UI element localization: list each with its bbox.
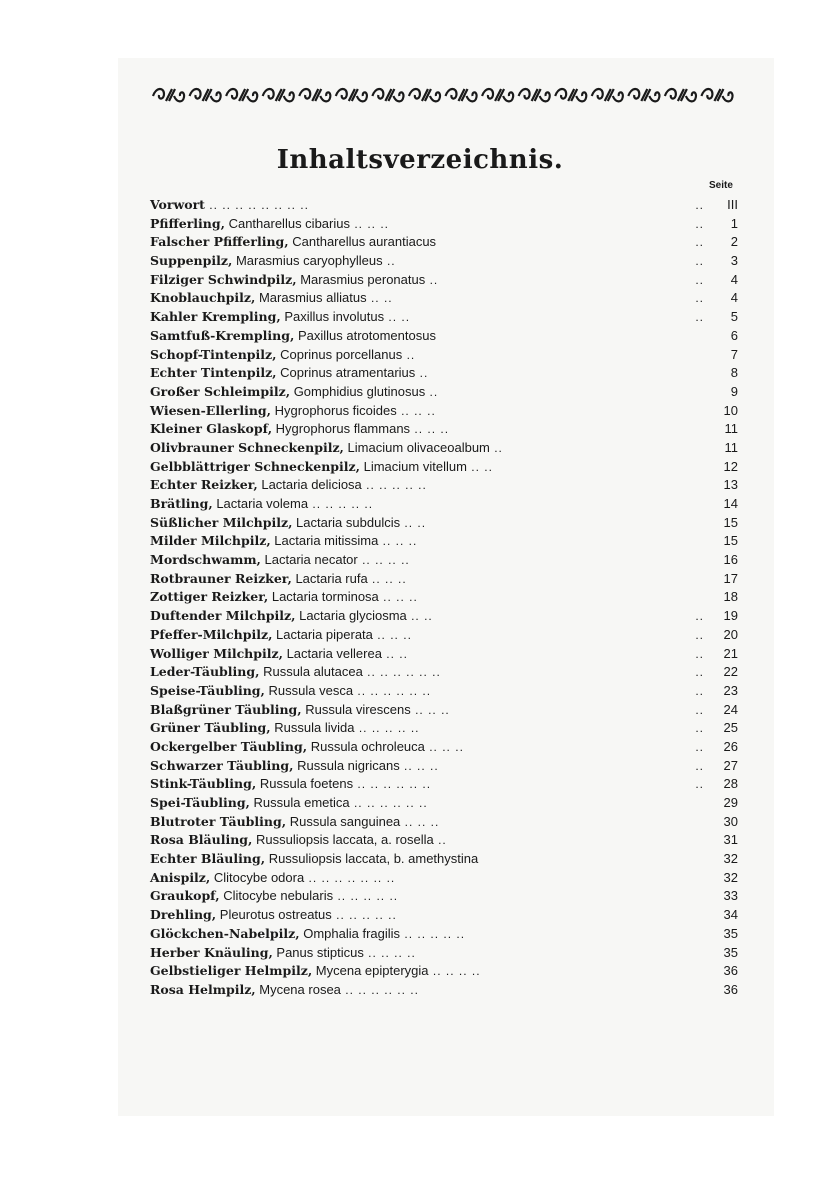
entry-common-name: Schopf-Tintenpilz, — [150, 346, 277, 362]
entry-leader-dots: .. .. .. — [400, 814, 440, 829]
entry-page-number: 29 — [723, 795, 738, 810]
entry-common-name: Suppenpilz, — [150, 253, 233, 269]
entry-page-number: 11 — [724, 439, 738, 455]
toc-entry — [150, 271, 738, 290]
toc-entry — [150, 346, 738, 365]
entry-leader-dots: .. .. .. — [410, 422, 450, 437]
entry-leader-dots-right: .. — [695, 254, 704, 269]
toc-entry — [150, 944, 738, 963]
entry-common-name: Echter Bläuling, — [150, 851, 266, 867]
page-column-header: Seite — [709, 180, 733, 191]
ornament-motif — [701, 89, 732, 101]
entry-scientific-name: Marasmius peronatus — [296, 271, 426, 287]
entry-leader-dots: .. .. .. .. .. — [331, 908, 397, 923]
toc-entry — [150, 981, 738, 1000]
entry-page-number: 27 — [723, 757, 738, 773]
entry-leader-dots-right: .. — [695, 665, 704, 680]
entry-page-number: 10 — [723, 402, 738, 418]
entry-leader-dots: .. .. .. — [396, 403, 436, 418]
entry-scientific-name: Clitocybe nebularis — [219, 888, 334, 904]
toc-entry — [150, 495, 738, 514]
toc-entry — [150, 252, 738, 271]
entry-scientific-name: Russula alutacea — [259, 664, 363, 680]
ornament-motif — [628, 89, 659, 101]
entry-scientific-name: Lactaria piperata — [272, 626, 373, 642]
entry-common-name: Speise-Täubling, — [150, 682, 265, 698]
toc-entry — [150, 813, 738, 832]
ornament-motif — [190, 89, 221, 101]
entry-scientific-name: Russula ochroleuca — [307, 738, 425, 754]
toc-entry — [150, 869, 738, 888]
ornament-border — [150, 84, 735, 106]
entry-leader-dots: .. .. .. — [424, 739, 464, 754]
entry-page-number: 6 — [730, 327, 738, 343]
entry-page-number: 16 — [723, 552, 738, 568]
toc-entry — [150, 607, 738, 626]
entry-leader-dots-right: .. — [695, 310, 704, 325]
entry-common-name: Samtfuß-Krempling, — [150, 327, 295, 343]
entry-page-number: 3 — [730, 253, 738, 269]
toc-entry — [150, 626, 738, 645]
entry-leader-dots: .. — [489, 440, 503, 455]
entry-scientific-name: Lactaria rufa — [291, 570, 368, 586]
entry-page-number: 5 — [730, 309, 738, 325]
toc-entry — [150, 962, 738, 981]
entry-common-name: Pfifferling, — [150, 215, 225, 231]
entry-scientific-name: Mycena epipterygia — [312, 963, 429, 979]
entry-common-name: Milder Milchpilz, — [150, 533, 271, 549]
toc-entry — [150, 663, 738, 682]
toc-entry — [150, 215, 738, 234]
entry-leader-dots: .. .. .. — [372, 627, 412, 642]
entry-scientific-name: Hygrophorus flammans — [272, 421, 411, 437]
entry-common-name: Wolliger Milchpilz, — [150, 645, 283, 661]
entry-leader-dots: .. .. .. — [378, 590, 418, 605]
entry-common-name: Süßlicher Milchpilz, — [150, 514, 293, 530]
toc-entry — [150, 233, 738, 252]
toc-entry — [150, 645, 738, 664]
toc-entry — [150, 775, 738, 794]
toc-entry — [150, 588, 738, 607]
toc-entry — [150, 458, 738, 477]
entry-scientific-name: Cantharellus cibarius — [224, 215, 350, 231]
entry-scientific-name: Coprinus atramentarius — [276, 365, 416, 381]
toc-entry — [150, 794, 738, 813]
entry-common-name: Duftender Milchpilz, — [150, 608, 296, 624]
entry-scientific-name: Lactaria vellerea — [282, 645, 382, 661]
entry-page-number: 21 — [723, 645, 738, 661]
entry-common-name: Herber Knäuling, — [150, 944, 273, 960]
toc-entry — [150, 327, 738, 346]
ornament-motif — [482, 89, 513, 101]
toc-entry — [150, 514, 738, 533]
entry-common-name: Wiesen-Ellerling, — [150, 402, 272, 418]
entry-page-number: 20 — [723, 626, 738, 642]
entry-scientific-name: Coprinus porcellanus — [276, 346, 403, 362]
entry-leader-dots: .. — [402, 347, 416, 362]
entry-page-number: 15 — [723, 533, 738, 549]
entry-leader-dots: .. .. .. .. — [357, 553, 410, 568]
table-of-contents — [150, 196, 738, 1000]
entry-common-name: Ockergelber Täubling, — [150, 738, 308, 754]
entry-leader-dots: .. .. .. .. .. .. .. — [304, 870, 396, 885]
ornament-motif — [592, 89, 623, 101]
entry-page-number: 28 — [723, 776, 738, 792]
entry-common-name: Gelbblättriger Schneckenpilz, — [150, 458, 360, 474]
entry-page-number: 22 — [723, 664, 738, 680]
entry-leader-dots-right: .. — [695, 235, 704, 250]
entry-scientific-name: Omphalia fragilis — [299, 925, 401, 941]
entry-page-number: 35 — [723, 944, 738, 960]
entry-leader-dots: .. .. .. .. .. .. — [349, 796, 428, 810]
entry-common-name: Großer Schleimpilz, — [150, 383, 291, 399]
entry-page-number: 36 — [723, 963, 738, 979]
entry-leader-dots: .. — [382, 254, 396, 269]
entry-page-number: III — [727, 197, 738, 212]
entry-leader-dots-right: .. — [695, 198, 704, 212]
entry-common-name: Gelbstieliger Helmpilz, — [150, 963, 313, 979]
entry-common-name: Rosa Bläuling, — [150, 832, 253, 848]
entry-common-name: Leder-Täubling, — [150, 664, 260, 680]
entry-page-number: 24 — [723, 701, 738, 717]
entry-leader-dots: .. .. .. .. .. — [333, 889, 399, 904]
entry-scientific-name: Panus stipticus — [272, 944, 364, 960]
entry-page-number: 33 — [723, 888, 738, 904]
toc-entry — [150, 701, 738, 720]
ornament-motif — [226, 89, 257, 101]
entry-page-number: 18 — [723, 589, 738, 605]
entry-common-name: Rotbrauner Reizker, — [150, 570, 292, 586]
entry-scientific-name: Cantharellus aurantiacus — [288, 234, 437, 250]
toc-entry — [150, 308, 738, 327]
entry-page-number: 12 — [723, 458, 738, 474]
entry-scientific-name: Russula emetica — [249, 795, 350, 810]
ornament-motif — [555, 89, 586, 101]
ornament-motif — [299, 89, 330, 101]
toc-entry — [150, 439, 738, 458]
entry-leader-dots: .. .. .. .. .. — [361, 478, 427, 493]
entry-common-name: Echter Reizker, — [150, 477, 258, 493]
entry-common-name: Kleiner Glaskopf, — [150, 421, 273, 437]
entry-common-name: Olivbrauner Schneckenpilz, — [150, 439, 344, 455]
entry-common-name: Glöckchen-Nabelpilz, — [150, 925, 300, 941]
toc-entry — [150, 383, 738, 402]
toc-entry — [150, 719, 738, 738]
entry-leader-dots-right: .. — [695, 609, 704, 624]
entry-leader-dots: .. — [425, 384, 439, 399]
entry-leader-dots: .. .. .. .. .. .. .. .. — [204, 198, 309, 212]
entry-scientific-name: Gomphidius glutinosus — [290, 383, 426, 399]
entry-leader-dots: .. — [415, 366, 429, 381]
entry-leader-dots-right: .. — [695, 272, 704, 287]
toc-entry — [150, 682, 738, 701]
entry-leader-dots-right: .. — [695, 627, 704, 642]
toc-entry — [150, 738, 738, 757]
entry-leader-dots: .. .. .. .. .. .. — [353, 777, 432, 792]
entry-page-number: 9 — [730, 383, 738, 399]
entry-page-number: 32 — [723, 869, 738, 885]
entry-scientific-name: Lactaria glyciosma — [295, 608, 407, 624]
entry-common-name: Knoblauchpilz, — [150, 290, 256, 306]
toc-entry — [150, 532, 738, 551]
entry-leader-dots: .. — [433, 833, 447, 848]
entry-leader-dots: .. .. .. .. .. .. — [362, 665, 441, 680]
entry-common-name: Graukopf, — [150, 888, 220, 904]
entry-common-name: Mordschwamm, — [150, 552, 261, 568]
entry-leader-dots: .. .. .. .. — [428, 964, 481, 979]
entry-page-number: 13 — [723, 477, 738, 493]
entry-page-number: 4 — [730, 290, 738, 306]
entry-common-name: Brätling, — [150, 496, 213, 511]
ornament-motif — [409, 89, 440, 101]
entry-leader-dots-right: .. — [695, 721, 704, 736]
entry-scientific-name: Lactaria torminosa — [268, 589, 379, 605]
entry-scientific-name: Russula vesca — [264, 682, 354, 698]
ornament-motif — [263, 89, 294, 101]
entry-common-name: Anispilz, — [150, 869, 211, 885]
entry-leader-dots: .. .. — [384, 310, 411, 325]
entry-common-name: Blutroter Täubling, — [150, 813, 287, 829]
entry-leader-dots: .. .. .. — [349, 216, 389, 231]
entry-common-name: Grüner Täubling, — [150, 720, 271, 736]
entry-page-number: 34 — [723, 907, 738, 923]
toc-entry — [150, 289, 738, 308]
entry-leader-dots: .. — [425, 272, 439, 287]
entry-leader-dots: .. .. .. .. .. .. — [353, 683, 432, 698]
entry-scientific-name: Lactaria necator — [260, 552, 358, 568]
toc-entry — [150, 402, 738, 421]
entry-leader-dots: .. .. .. — [410, 702, 450, 717]
entry-leader-dots: .. .. .. .. — [363, 945, 416, 960]
entry-page-number: 8 — [730, 365, 738, 381]
toc-entry — [150, 831, 738, 850]
entry-leader-dots-right: .. — [695, 646, 704, 661]
entry-leader-dots: .. .. .. — [399, 758, 439, 773]
entry-scientific-name: Hygrophorus ficoides — [271, 402, 397, 418]
entry-scientific-name: Mycena rosea — [255, 981, 341, 997]
toc-entry — [150, 850, 738, 869]
entry-common-name: Falscher Pfifferling, — [150, 234, 289, 250]
entry-leader-dots-right: .. — [695, 702, 704, 717]
page-title: Inhaltsverzeichnis. — [276, 145, 564, 175]
entry-scientific-name: Marasmius alliatus — [255, 290, 367, 306]
entry-scientific-name: Russula nigricans — [293, 757, 400, 773]
entry-scientific-name: Lactaria subdulcis — [292, 514, 401, 530]
toc-entry — [150, 757, 738, 776]
entry-page-number: 23 — [723, 682, 738, 698]
entry-page-number: 36 — [723, 981, 738, 997]
entry-scientific-name: Russula livida — [270, 720, 355, 736]
entry-scientific-name: Paxillus atrotomentosus — [294, 327, 436, 343]
entry-leader-dots: .. .. .. — [378, 534, 418, 549]
entry-scientific-name: Pleurotus ostreatus — [216, 907, 332, 923]
entry-common-name: Pfeffer-Milchpilz, — [150, 626, 273, 642]
toc-entry — [150, 420, 738, 439]
ornament-motif — [665, 89, 696, 101]
entry-scientific-name: Russula foetens — [256, 776, 354, 792]
entry-page-number: 11 — [724, 421, 738, 437]
toc-entry — [150, 570, 738, 589]
ornament-motif — [446, 89, 477, 101]
entry-common-name: Drehling, — [150, 907, 217, 923]
entry-page-number: 30 — [723, 813, 738, 829]
toc-entry — [150, 925, 738, 944]
entry-common-name: Schwarzer Täubling, — [150, 757, 294, 773]
entry-scientific-name: Russula sanguinea — [286, 813, 401, 829]
ornament-motif — [372, 89, 403, 101]
entry-common-name: Stink-Täubling, — [150, 776, 257, 792]
entry-leader-dots-right: .. — [695, 777, 704, 792]
entry-page-number: 26 — [723, 738, 738, 754]
entry-scientific-name: Paxillus involutus — [280, 309, 385, 325]
entry-scientific-name: Marasmius caryophylleus — [232, 253, 383, 269]
entry-common-name: Vorwort — [150, 197, 205, 212]
entry-common-name: Filziger Schwindpilz, — [150, 271, 297, 287]
entry-leader-dots: .. .. .. .. .. — [308, 497, 374, 511]
entry-leader-dots-right: .. — [695, 758, 704, 773]
entry-page-number: 32 — [723, 851, 738, 867]
entry-scientific-name: Lactaria mitissima — [270, 533, 379, 549]
ornament-motif — [153, 89, 184, 101]
ornament-motif — [519, 89, 550, 101]
entry-page-number: 15 — [723, 514, 738, 530]
entry-common-name: Kahler Krempling, — [150, 309, 281, 325]
toc-entry — [150, 906, 738, 925]
toc-entry — [150, 196, 738, 215]
toc-entry — [150, 476, 738, 495]
entry-leader-dots: .. .. .. — [367, 571, 407, 586]
entry-common-name: Blaßgrüner Täubling, — [150, 701, 302, 717]
entry-common-name: Spei-Täubling, — [150, 795, 250, 810]
ornament-motif — [336, 89, 367, 101]
toc-entry — [150, 364, 738, 383]
entry-leader-dots: .. .. .. .. .. .. — [340, 982, 419, 997]
entry-leader-dots-right: .. — [695, 739, 704, 754]
entry-common-name: Echter Tintenpilz, — [150, 365, 277, 381]
entry-leader-dots: .. .. — [406, 609, 433, 624]
entry-scientific-name: Clitocybe odora — [210, 869, 305, 885]
entry-scientific-name: Russuliopsis laccata, b. amethystina — [265, 851, 479, 867]
entry-scientific-name: Russula virescens — [301, 701, 411, 717]
entry-page-number: 17 — [723, 570, 738, 586]
entry-scientific-name: Lactaria volema — [212, 496, 309, 511]
entry-leader-dots: .. .. — [466, 459, 493, 474]
entry-leader-dots: .. .. — [400, 515, 427, 530]
entry-page-number: 35 — [723, 925, 738, 941]
entry-common-name: Zottiger Reizker, — [150, 589, 269, 605]
entry-leader-dots: .. .. — [366, 291, 393, 306]
entry-page-number: 7 — [730, 346, 738, 362]
entry-scientific-name: Limacium vitellum — [360, 458, 467, 474]
entry-page-number: 2 — [730, 234, 738, 250]
entry-scientific-name: Limacium olivaceoalbum — [343, 439, 490, 455]
entry-leader-dots: .. .. .. .. .. — [400, 926, 466, 941]
entry-leader-dots: .. .. .. .. .. — [354, 721, 420, 736]
entry-leader-dots-right: .. — [695, 291, 704, 306]
entry-page-number: 1 — [730, 215, 738, 231]
toc-entry — [150, 551, 738, 570]
entry-page-number: 14 — [723, 496, 738, 511]
entry-page-number: 25 — [723, 720, 738, 736]
toc-entry — [150, 887, 738, 906]
entry-scientific-name: Lactaria deliciosa — [257, 477, 362, 493]
entry-page-number: 4 — [730, 271, 738, 287]
entry-common-name: Rosa Helmpilz, — [150, 981, 256, 997]
entry-leader-dots: .. .. — [381, 646, 408, 661]
entry-page-number: 31 — [723, 832, 738, 848]
entry-scientific-name: Russuliopsis laccata, a. rosella — [252, 832, 434, 848]
entry-leader-dots-right: .. — [695, 216, 704, 231]
entry-page-number: 19 — [723, 608, 738, 624]
entry-leader-dots-right: .. — [695, 683, 704, 698]
